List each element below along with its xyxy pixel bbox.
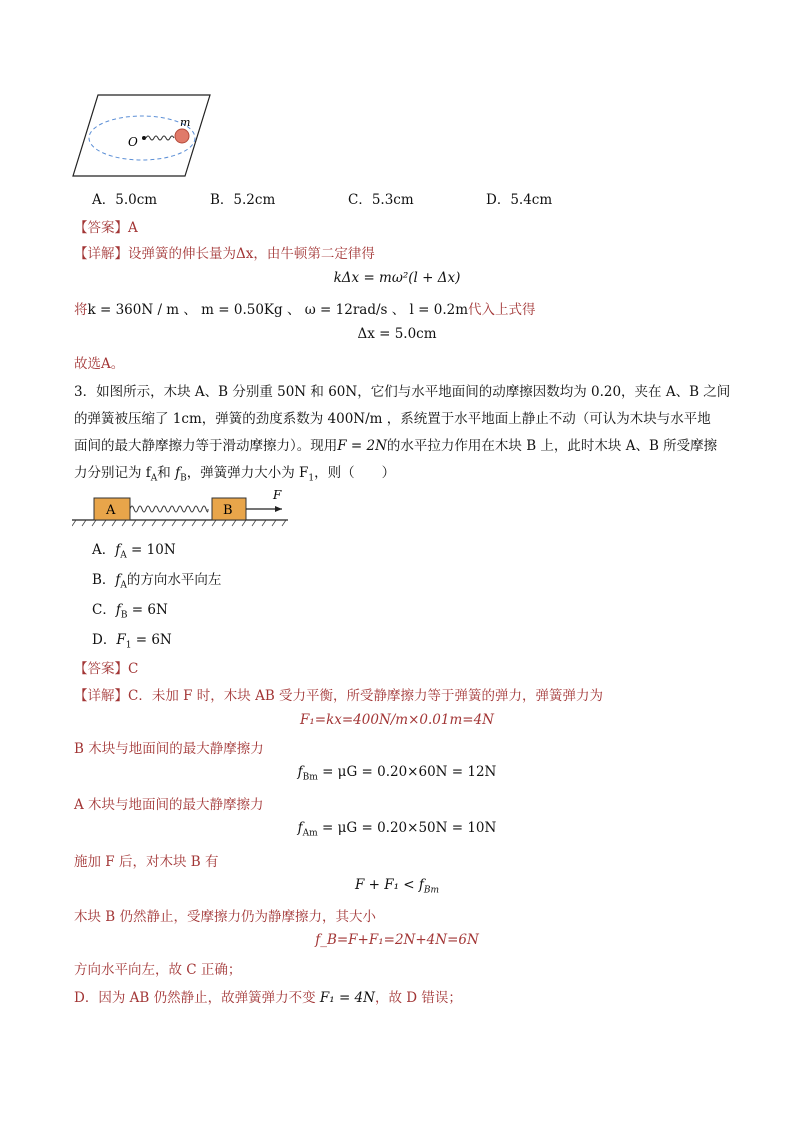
q2-option-d[interactable]: D．5.4cm — [486, 192, 553, 208]
detail-line-1: C．未加 F 时，木块 AB 受力平衡，所受静摩擦力等于弹簧的弹力，弹簧弹力为 — [128, 688, 604, 704]
q3-option-d[interactable]: D．$F_1 = 6N$ — [92, 632, 172, 651]
eq-inequality-text: F + F₁ < f — [354, 877, 424, 893]
opt-a-label: A． — [92, 542, 116, 558]
detail-line-7: D．因为 AB 仍然静止，故弹簧弹力不变 — [74, 990, 316, 1006]
block-a-label: A — [106, 503, 116, 518]
detail-tag: 【详解】 — [74, 688, 128, 704]
opt-c-text: = 6N — [131, 602, 168, 618]
force-label: F — [273, 488, 282, 502]
q3-eq-a-max: $f_{Am} = \mu G = 0.20\times 50N = 10N$ — [297, 820, 497, 839]
q2-result: Δx = 5.0cm — [357, 326, 437, 342]
q3-option-c[interactable]: C．$f_B = 6N$ — [92, 602, 168, 621]
q3-detail-5: 木块 B 仍然静止，受摩擦力仍为静摩擦力，其大小 — [74, 909, 377, 925]
stem3-eq: F = 2N — [337, 438, 387, 454]
eq-a-max-text: = μG = 0.20×50N = 10N — [322, 820, 497, 836]
q3-option-b[interactable]: B．$f_A$的方向水平向左 — [92, 572, 222, 591]
block-b-label: B — [223, 503, 233, 518]
opt-b-text: 的方向水平向左 — [126, 572, 222, 588]
circular-motion-figure — [70, 92, 215, 178]
detail-text: 设弹簧的伸长量为Δx，由牛顿第二定律得 — [128, 246, 375, 262]
q2-formula-1: kΔx = mω²(l + Δx) — [333, 270, 461, 286]
q3-detail-7 — [74, 986, 462, 1006]
q2-conclusion: 故选A。 — [74, 356, 125, 372]
q3-option-a[interactable]: A．$f_A = 10N$ — [92, 542, 176, 561]
q2-option-a[interactable]: A．5.0cm — [92, 192, 158, 208]
eq-b-max-text: = μG = 0.20×60N = 12N — [322, 764, 497, 780]
origin-label: O — [128, 135, 138, 149]
q2-substitution — [74, 298, 536, 318]
q3-detail-4: 施加 F 后，对木块 B 有 — [74, 854, 219, 870]
sub-prefix: 将 — [74, 302, 88, 318]
detail-line-7-end: ，故 D 错误； — [374, 990, 462, 1006]
q3-stem-line-3 — [74, 434, 717, 454]
blocks-spring-figure — [72, 488, 292, 528]
q3-eq-b-max: $f_{Bm} = \mu G = 0.20\times 60N = 12N$ — [297, 764, 497, 783]
q3-stem-line-2: 的弹簧被压缩了 1cm，弹簧的劲度系数为 400N/m ，系统置于水平地面上静止不动（可认为木块与水平地 — [74, 411, 711, 427]
q2-option-c[interactable]: C．5.3cm — [348, 192, 414, 208]
stem3-a: 面间的最大静摩擦力等于滑动摩擦力）。现用 — [74, 438, 338, 454]
detail-line-7-eq: F₁ = 4N — [319, 990, 375, 1006]
q3-answer: 【答案】C — [74, 661, 139, 677]
q2-answer: 【答案】A — [74, 220, 138, 236]
sub-suffix: 代入上式得 — [468, 302, 536, 318]
q3-detail-3: A 木块与地面间的最大静摩擦力 — [74, 797, 264, 813]
stem4-b: ，弹簧弹力大小为 F — [186, 465, 309, 481]
q2-option-b[interactable]: B．5.2cm — [210, 192, 276, 208]
opt-d-text: = 6N — [135, 632, 172, 648]
stem4-a: 力分别记为 f — [74, 465, 151, 481]
q2-detail — [74, 242, 375, 262]
sub-values: k = 360N / m 、 m = 0.50Kg 、 ω = 12rad/s 、 l = 0.2m — [87, 302, 468, 318]
q3-detail-1 — [74, 684, 603, 704]
q3-stem-line-4: 力分别记为 $f_A$和 $f_B$，弹簧弹力大小为 $F_1$，则（ ） — [74, 465, 396, 484]
opt-a-text: = 10N — [131, 542, 176, 558]
q3-eq-fb: f_B=F+F₁=2N+4N=6N — [315, 932, 479, 948]
q3-eq-spring: F₁=kx=400N/m×0.01m=4N — [299, 712, 494, 728]
detail-tag: 【详解】 — [74, 246, 128, 262]
mass-label: m — [180, 116, 191, 129]
opt-c-label: C． — [92, 602, 116, 618]
opt-d-label: D． — [92, 632, 117, 648]
stem3-b: 的水平拉力作用在木块 B 上，此时木块 A、B 所受摩擦 — [386, 438, 718, 454]
q3-stem-line-1: 3．如图所示，木块 A、B 分别重 50N 和 60N，它们与水平地面间的动摩擦因数均为 0.20，夹在 A、B 之间 — [74, 384, 731, 400]
stem4-c: ，则（ ） — [314, 465, 396, 481]
opt-b-label: B． — [92, 572, 116, 588]
q3-eq-inequality: $F + F_1 < f_{Bm}$ — [354, 877, 440, 896]
q3-detail-6: 方向水平向左，故 C 正确； — [74, 962, 242, 978]
q3-detail-2: B 木块与地面间的最大静摩擦力 — [74, 741, 264, 757]
